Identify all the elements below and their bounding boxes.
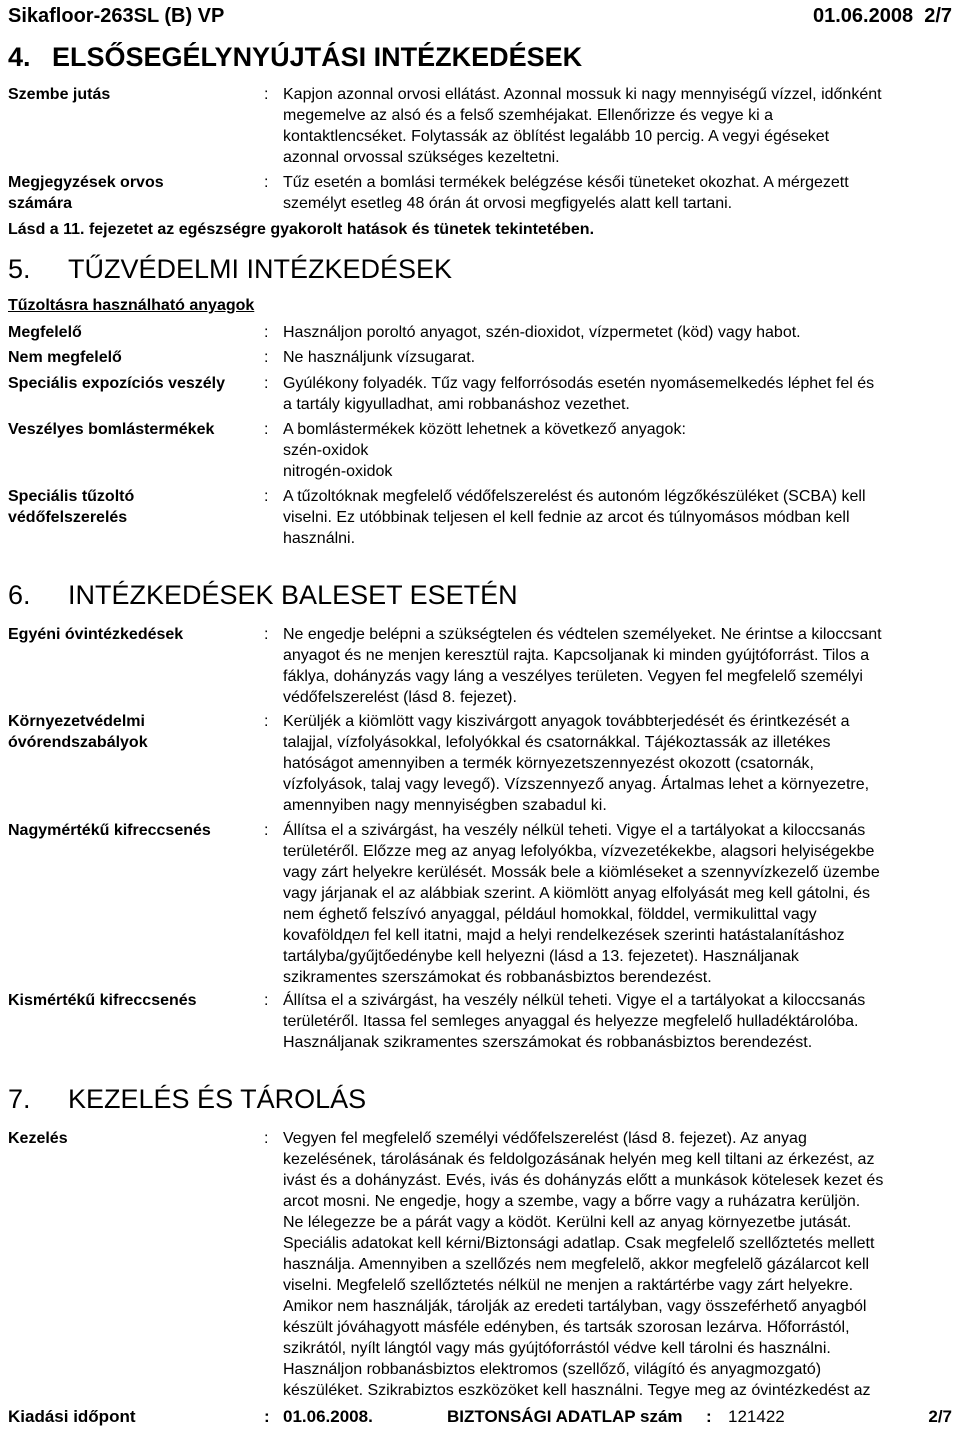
safety-sheet-label: BIZTONSÁGI ADATLAP szám <box>447 1407 683 1426</box>
eye-contact-label: Szembe jutás <box>8 86 111 103</box>
header-product: Sikafloor-263SL (B) VP <box>8 5 225 27</box>
large-spill-label: Nagymértékű kifreccsenés <box>8 822 211 839</box>
text-line: A tűzoltóknak megfelelő védőfelszerelést és autonóm légzőkészüléket (SCBA) kell <box>283 488 866 505</box>
suitable-media-label: Megfelelő <box>8 324 82 341</box>
header-date-page: 01.06.2008 2/7 <box>812 5 952 27</box>
text-line: fáklya, dohányzás vagy láng a veszélyes területen. Vegyen fel megfelelő személyi <box>283 668 863 685</box>
environmental-precautions-label-line: óvórendszabályok <box>8 734 148 751</box>
section-7-heading <box>8 1082 952 1118</box>
extinguishing-media-subheading: Tűzoltásra használható anyagok <box>8 297 255 314</box>
hazardous-decomposition-text <box>283 419 953 482</box>
text-line: személyt esetleg 48 órán át orvosi megfigyelés alatt kell tartani. <box>283 195 733 212</box>
text-line: vízfolyások, talaj vagy levegő). Vízszennyező anyag. Ártalmas lehet a környezetre, <box>283 776 870 793</box>
firefighter-equipment-label-line: védőfelszerelés <box>8 509 128 526</box>
environmental-precautions-row <box>8 711 952 817</box>
text-line: szikrától, nyílt lángtól vagy más gyújtóforrástól védve kell tárolni és használni. <box>283 1340 831 1357</box>
text-line: készült jóváhagyott másféle edényben, és tartsák szorosan lezárva. Hőforrástól, <box>283 1319 850 1336</box>
text-line: Használjon robbanásbiztos elektromos (szellőző, világító és anyagmozgató) <box>283 1361 822 1378</box>
hazardous-decomposition-row <box>8 419 952 483</box>
text-line: vagy zárt helyekre kerülését. Mossák bele a kiömléseket a szennyvízkezelő üzembe <box>283 864 880 881</box>
section-6-heading <box>8 578 952 614</box>
environmental-precautions-label <box>8 711 258 753</box>
firefighter-equipment-text <box>283 486 953 549</box>
safety-sheet-number: 121422 <box>728 1407 785 1426</box>
text-line: Kerüljék a kiömlött vagy kiszivárgott anyagok továbbterjedését és érintkezését a <box>283 713 850 730</box>
text-line: kezelésének, tárolásának és feldolgozásának helyén meg kell tiltani az érkezést, az <box>283 1151 875 1168</box>
doctor-notes-text <box>283 172 953 214</box>
text-line: talajjal, vízfolyásokkal, lefolyókkal és csatornákkal. Tájékoztassák az illetékes <box>283 734 831 751</box>
firefighter-equipment-label <box>8 486 258 528</box>
text-line: Használjon poroltó anyagot, szén-dioxidot, vízpermetet (köd) vagy habot. <box>283 324 801 341</box>
suitable-media-text <box>283 322 953 343</box>
firefighter-equipment-row <box>8 486 952 550</box>
text-line: használni. <box>283 530 356 547</box>
section-4-heading <box>8 40 952 76</box>
text-line: amennyiben nagy mennyiségben szabadul ki. <box>283 797 607 814</box>
colon: : <box>264 822 269 839</box>
text-line: anyagot és ne menjen keresztül rajta. Kapcsoljanak ki minden gyújtóforrást. Tilos a <box>283 647 870 664</box>
text-line: szén-oxidok <box>283 442 369 459</box>
section-7-title: KEZELÉS ÉS TÁROLÁS <box>68 1084 367 1114</box>
section-6-number: 6. <box>8 580 31 610</box>
colon: : <box>264 1130 269 1147</box>
text-line: Vegyen fel megfelelő személyi védőfelszerelést (lásd 8. fejezet). Az anyag <box>283 1130 807 1147</box>
eye-contact-row <box>8 84 952 174</box>
text-line: megemelve az alsó és a felső szemhéjakat. Ellenőrizze és vegye ki a <box>283 107 774 124</box>
colon: : <box>264 488 269 505</box>
doctor-notes-row <box>8 172 952 216</box>
doctor-notes-label-line: számára <box>8 195 73 212</box>
colon: : <box>264 324 269 341</box>
text-line: Ne használjunk vízsugarat. <box>283 349 476 366</box>
unsuitable-media-label: Nem megfelelő <box>8 349 122 366</box>
footer-page-number: 2/7 <box>928 1407 952 1426</box>
text-line: Gyúlékony folyadék. Tűz vagy felforrósodás esetén nyomásemelkedés léphet fel és <box>283 375 875 392</box>
large-spill-row <box>8 820 952 988</box>
special-exposure-row <box>8 373 952 417</box>
doctor-notes-label-line: Megjegyzések orvos <box>8 174 164 191</box>
text-line: készüléket. Szikrabiztos eszközöket kell használni. Tegye meg az óvintézkedést az <box>283 1382 871 1399</box>
section-4-title: ELSŐSEGÉLYNYÚJTÁSI INTÉZKEDÉSEK <box>52 42 583 72</box>
see-section-note: Lásd a 11. fejezetet az egészségre gyakorolt hatások és tünetek tekintetében. <box>8 221 595 238</box>
colon: : <box>706 1407 712 1426</box>
colon: : <box>264 349 269 366</box>
special-exposure-label: Speciális expozíciós veszély <box>8 375 226 392</box>
text-line: a tartály kigyulladhat, ami robbanáshoz vezethet. <box>283 396 630 413</box>
colon: : <box>264 86 269 103</box>
page-footer <box>0 1404 960 1438</box>
colon: : <box>264 1407 270 1426</box>
colon: : <box>264 421 269 438</box>
text-line: kontaktlencséket. Folytassák az öblítést legalább 10 percig. A vegyi égéseket <box>283 128 830 145</box>
text-line: ivást és a dohányzást. Evés, ivás és dohányzás előtt a munkások kötelesek kezet és <box>283 1172 884 1189</box>
text-line: Speciális adatokat kell kérni/Biztonsági adatlap. Csak megfelelő szellőztetés mellett <box>283 1235 875 1252</box>
text-line: viselni. Ez utóbbinak teljesen el kell fednie az arcot és túlnyomásos módban kell <box>283 509 850 526</box>
colon: : <box>264 713 269 730</box>
colon: : <box>264 626 269 643</box>
page-header <box>0 0 960 40</box>
unsuitable-media-row <box>8 347 952 369</box>
handling-text <box>283 1128 953 1401</box>
text-line: nem éghető felszívó anyaggal, például homokkal, földdel, vermikulittal vagy <box>283 906 817 923</box>
section-5-number: 5. <box>8 254 31 284</box>
personal-precautions-text <box>283 624 953 708</box>
colon: : <box>264 375 269 392</box>
text-line: hatóságot amennyiben a termék környezetszennyezést okozott (csatornák, <box>283 755 814 772</box>
text-line: területéről. Előzze meg az anyag lefolyókba, vízvezetékekbe, alagsori helyiségekbe <box>283 843 875 860</box>
hazardous-decomposition-label: Veszélyes bomlástermékek <box>8 421 215 438</box>
unsuitable-media-text <box>283 347 953 368</box>
text-line: használja. Amennyiben a szellőzés nem megfelelõ, akkor megfelelõ gázálarcot kell <box>283 1256 870 1273</box>
text-line: tartályba/gyűjtőedénybe kell helyezni (lásd a 13. fejezetet). Használjanak <box>283 948 799 965</box>
text-line: Tűz esetén a bomlási termékek belégzése késői tüneteket okozhat. A mérgezett <box>283 174 849 191</box>
text-line: Ne lélegezze be a párát vagy a ködöt. Kerülni kell az anyag környezetbe jutását. <box>283 1214 852 1231</box>
handling-row <box>8 1128 952 1404</box>
text-line: Használjanak szikramentes szerszámokat és robbanásbiztos berendezést. <box>283 1034 813 1051</box>
small-spill-row <box>8 990 952 1054</box>
issue-date-label: Kiadási időpont <box>8 1407 136 1426</box>
colon: : <box>264 992 269 1009</box>
personal-precautions-row <box>8 624 952 710</box>
section-5-title: TŰZVÉDELMI INTÉZKEDÉSEK <box>68 254 453 284</box>
section-5-heading <box>8 252 952 288</box>
text-line: Ne engedje belépni a szükségtelen és védtelen személyeket. Ne érintse a kiloccsant <box>283 626 882 643</box>
small-spill-text <box>283 990 953 1053</box>
text-line: Állítsa el a szivárgást, ha veszély nélkül teheti. Vigye el a tartályokat a kiloccsanás <box>283 822 866 839</box>
text-line: vagy járjanak el az alábbiak szerint. A kiömlött anyag elfolyását meg kell gátolni, és <box>283 885 870 902</box>
text-line: Amikor nem használják, tárolják az eredeti tartályban, vagy összeférhető anyagból <box>283 1298 867 1315</box>
text-line: nitrogén-oxidok <box>283 463 393 480</box>
text-line: A bomlástermékek között lehetnek a következő anyagok: <box>283 421 686 438</box>
text-line: Állítsa el a szivárgást, ha veszély nélkül teheti. Vigye el a tartályokat a kiloccsanás <box>283 992 866 1009</box>
handling-label: Kezelés <box>8 1130 68 1147</box>
personal-precautions-label: Egyéni óvintézkedések <box>8 626 184 643</box>
text-line: viselni. Megfelelő szellőztetés nélkül ne menjen a raktártérbe vagy zárt helyekre. <box>283 1277 854 1294</box>
large-spill-text <box>283 820 953 988</box>
text-line: kovaföldдел fel kell itatni, majd a helyi rendelkezések szerinti hatástalanításhoz <box>283 927 845 944</box>
environmental-precautions-label-line: Környezetvédelmi <box>8 713 145 730</box>
text-line: területéről. Itassa fel semleges anyaggal és helyezze megfelelő hulladéktárolóba. <box>283 1013 859 1030</box>
issue-date-value: 01.06.2008. <box>283 1407 373 1426</box>
doctor-notes-label <box>8 172 258 214</box>
special-exposure-text <box>283 373 953 415</box>
text-line: szikramentes szerszámokat és robbanásbiztos berendezést. <box>283 969 712 986</box>
section-4-number: 4. <box>8 42 31 72</box>
firefighter-equipment-label-line: Speciális tűzoltó <box>8 488 135 505</box>
section-6-title: INTÉZKEDÉSEK BALESET ESETÉN <box>68 580 518 610</box>
text-line: azonnal orvossal szükséges kezeltetni. <box>283 149 560 166</box>
section-7-number: 7. <box>8 1084 31 1114</box>
text-line: Kapjon azonnal orvosi ellátást. Azonnal mossuk ki nagy mennyiségű vízzel, időnként <box>283 86 882 103</box>
text-line: arcot mosni. Ne engedje, hogy a szembe, vagy a bőrre vagy a ruházatra kerüljön. <box>283 1193 861 1210</box>
suitable-media-row <box>8 322 952 344</box>
eye-contact-text <box>283 84 953 168</box>
environmental-precautions-text <box>283 711 953 816</box>
small-spill-label: Kismértékű kifreccsenés <box>8 992 197 1009</box>
text-line: védőfelszerelést (lásd 8. fejezet). <box>283 689 517 706</box>
colon: : <box>264 174 269 191</box>
